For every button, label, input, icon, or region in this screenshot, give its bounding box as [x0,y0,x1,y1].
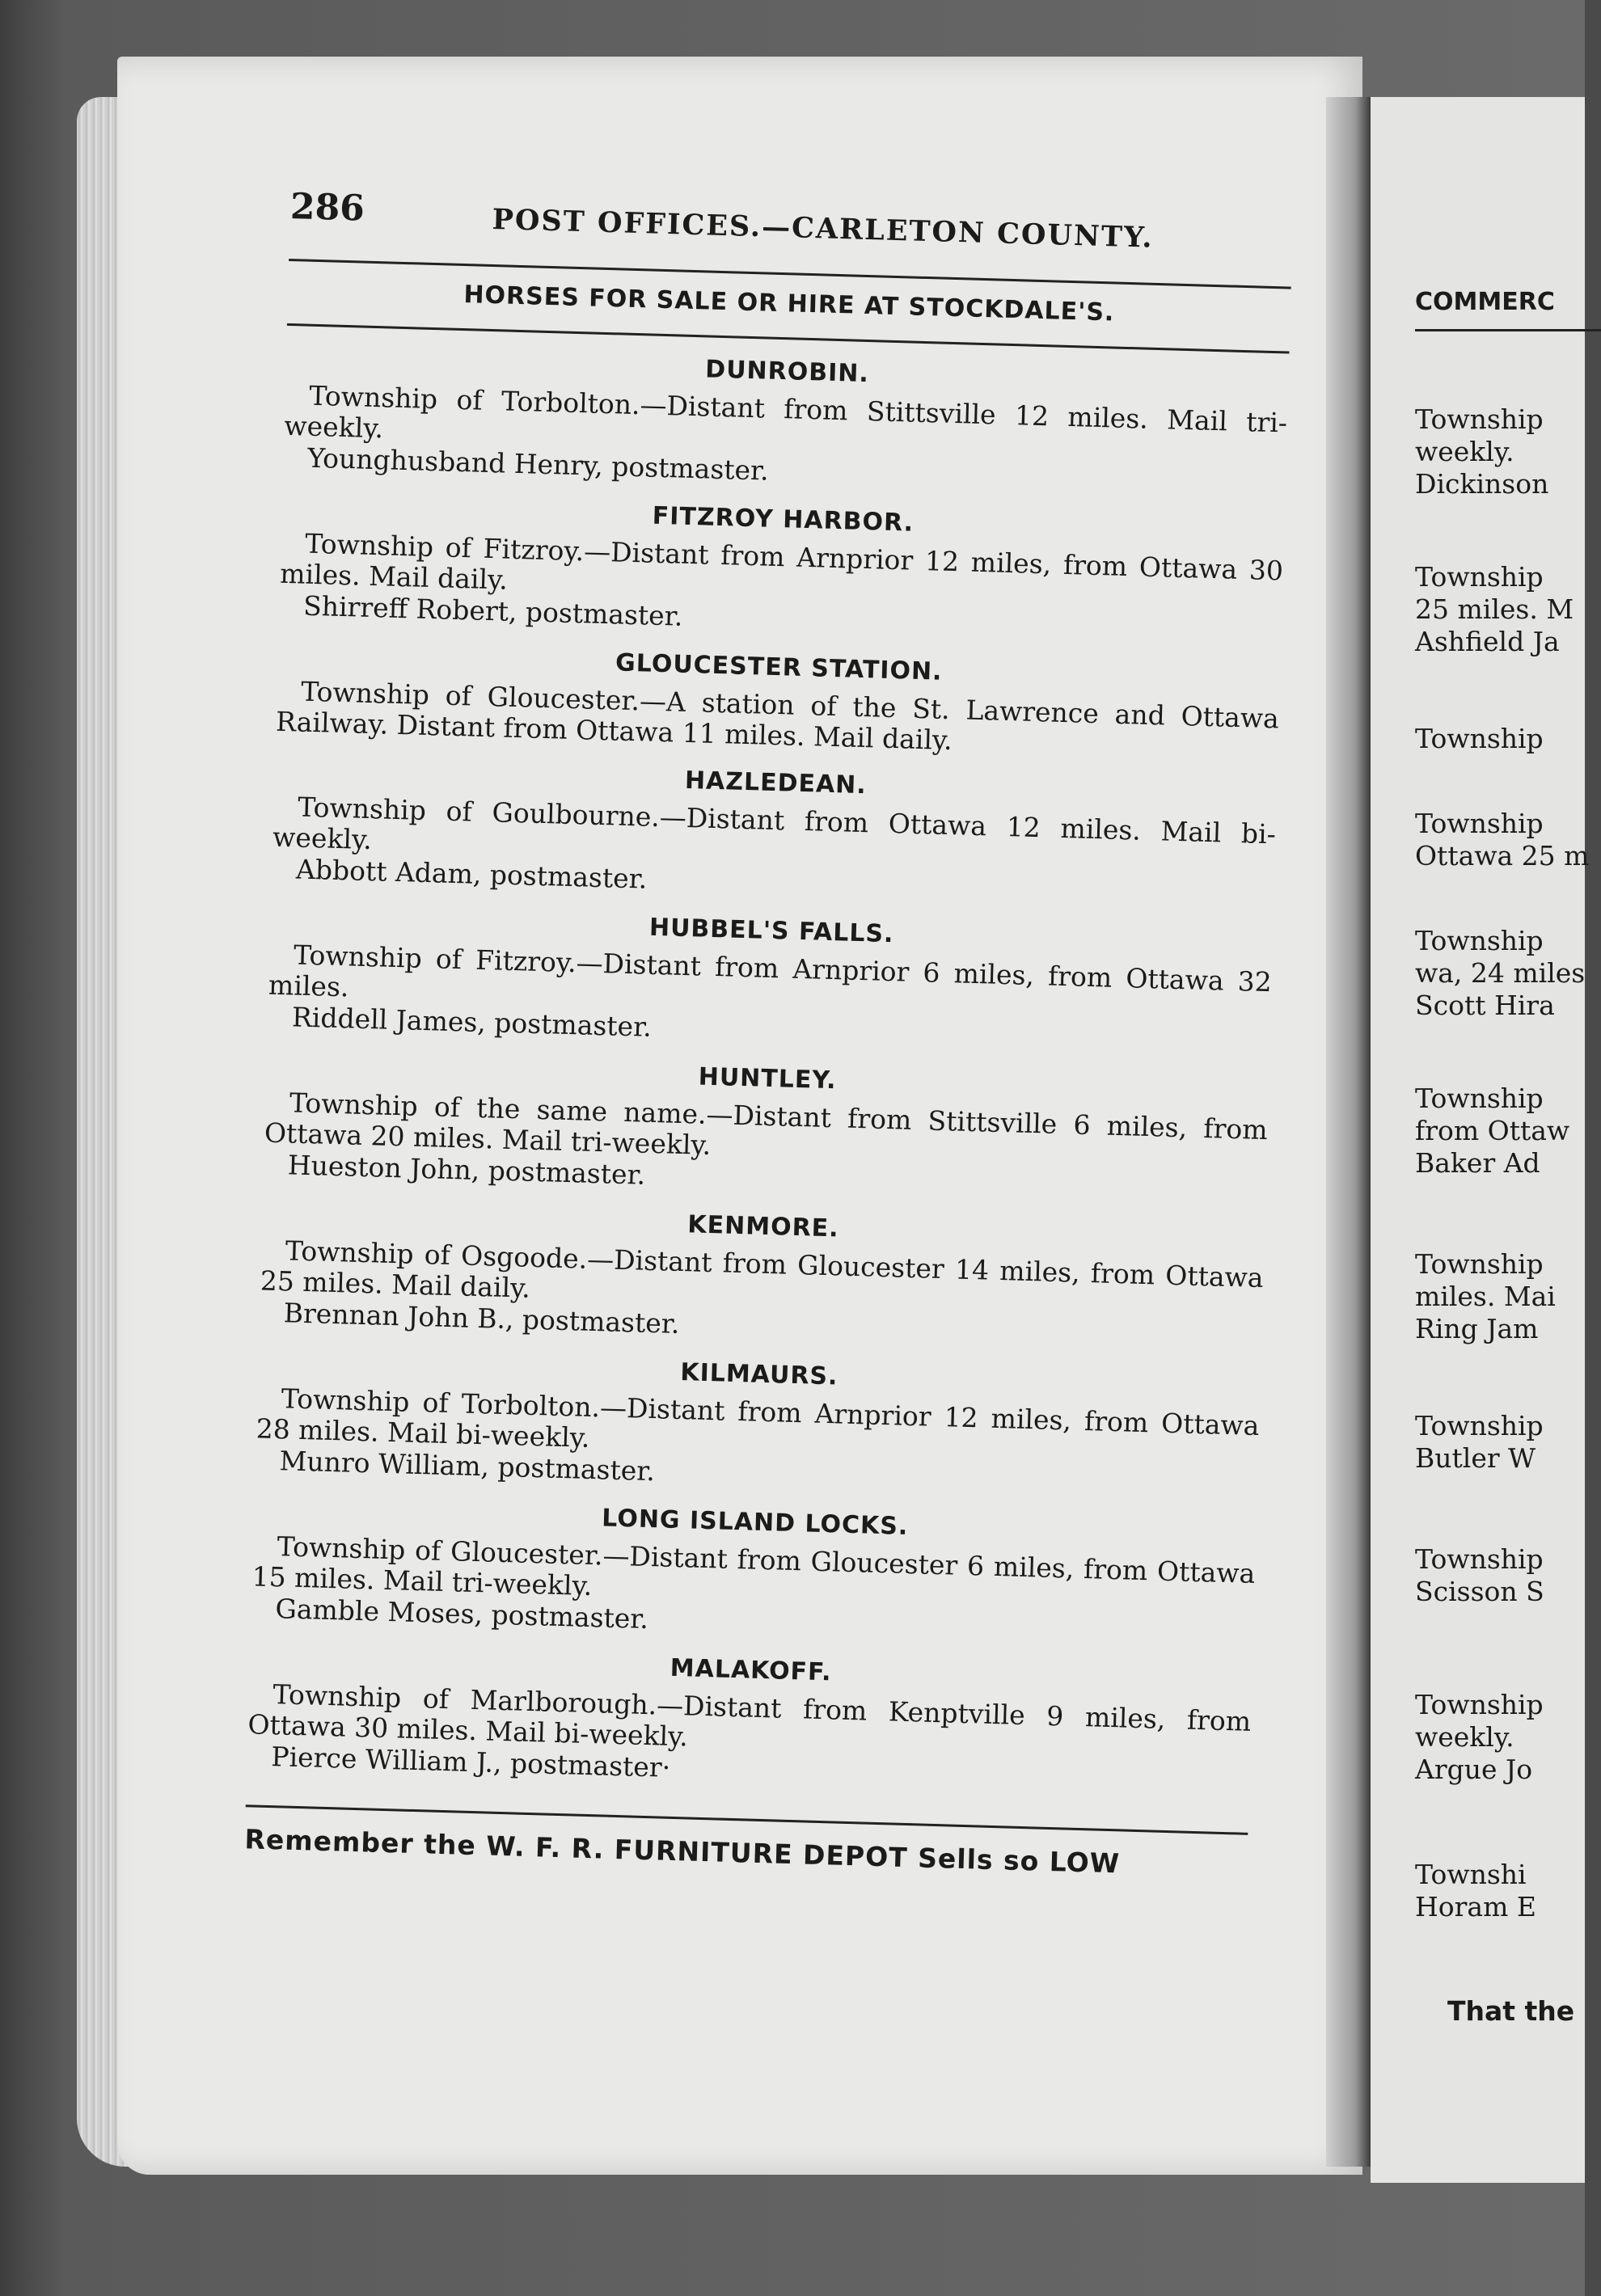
right-page-text-fragment: Township [1415,1410,1544,1441]
post-office-entry [263,1051,1269,1209]
right-page-text-fragment: Ring Jam [1415,1313,1539,1344]
right-page-text-fragment: Scott Hira [1415,990,1555,1021]
right-page-text-fragment: Township [1415,1248,1544,1280]
right-page-text-fragment: Townshi [1415,1859,1527,1890]
entry-postmaster: Younghusband Henry, postmaster. [306,441,770,487]
entry-description: Township of Fitzroy.—Distant from Arnprior 6 miles, from Ottawa 32 miles. [268,939,1273,1003]
right-page-text-fragment: weekly. [1415,436,1514,467]
right-page-text-fragment: Township [1415,403,1544,435]
running-head: POST OFFICES.—CARLETON COUNTY. [492,202,1155,255]
right-page-text-fragment: Township [1415,723,1544,754]
post-office-entry [247,1642,1252,1800]
post-office-entry [276,639,1281,766]
entry-title: DUNROBIN. [704,355,870,389]
entry-title: KENMORE. [686,1210,840,1243]
right-page-content [1415,287,1601,1922]
post-office-entry [279,492,1285,650]
right-page-text-fragment: Township [1415,1543,1544,1575]
right-page-text-fragment: Township [1415,561,1544,593]
entry-postmaster: Brennan John B., postmaster. [283,1297,680,1340]
left-page-content [244,178,1293,1883]
right-page-text-fragment: Township [1415,1689,1544,1720]
right-page-text-fragment: Scisson S [1415,1576,1544,1607]
right-page-text-fragment: Butler W [1415,1442,1536,1474]
entry-postmaster: Riddell James, postmaster. [291,1001,653,1043]
post-office-entry [267,903,1273,1061]
right-page-text-fragment: Baker Ad [1415,1147,1540,1179]
top-advertisement: HORSES FOR SALE OR HIRE AT STOCKDALE'S. [463,281,1115,327]
entry-title: HAZLEDEAN. [684,766,868,800]
entry-description: Township of the same name.—Distant from Stittsville 6 miles, from Ottawa 20 miles. Mail tri-weekly. [264,1087,1269,1161]
right-page-text-fragment: Ottawa 25 m [1415,840,1590,872]
right-page-header: COMMERC [1415,287,1601,331]
right-page-footer: That the [1447,1995,1575,2027]
entry-title: FITZROY HARBOR. [652,501,915,538]
entry-description: Township of Gloucester.—Distant from Gloucester 6 miles, from Ottawa 15 miles. Mail tri-weekly. [251,1530,1256,1602]
entry-title: KILMAURS. [679,1358,839,1391]
entry-postmaster: Munro William, postmaster. [279,1445,656,1488]
right-page-text-fragment: Township [1415,1083,1544,1114]
entry-description: Township of Marlborough.—Distant from Kenptville 9 miles, from Ottawa 30 miles. Mail bi-weekly. [247,1678,1252,1753]
post-office-list [247,344,1289,1800]
post-office-entry [259,1199,1265,1357]
post-office-entry [251,1494,1257,1652]
entry-title: HUNTLEY. [698,1062,837,1095]
entry-description: Township of Gloucester.—A station of the St. Lawrence and Ottawa Railway. Distant from Ottawa 11 miles. Mail daily. [275,675,1280,757]
entry-title: GLOUCESTER STATION. [615,648,943,686]
right-page-text-fragment: wa, 24 miles [1415,957,1586,989]
right-page-text-fragment: Horam E [1415,1891,1536,1922]
right-page-text-fragment: Township [1415,808,1544,839]
entry-postmaster: Gamble Moses, postmaster. [275,1593,649,1635]
right-page-text-fragment: miles. Mai [1415,1281,1556,1312]
right-page-text-fragment: 25 miles. M [1415,593,1574,625]
right-page-text-fragment: from Ottaw [1415,1115,1570,1146]
right-page-text-fragment: Ashfield Ja [1415,626,1560,657]
footer-advertisement: Remember the W. F. R. FURNITURE DEPOT Sells so LOW [244,1823,1121,1880]
post-office-entry [283,344,1289,502]
entry-description: Township of Fitzroy.—Distant from Arnprior 12 miles, from Ottawa 30 miles. Mail daily. [279,527,1284,596]
entry-postmaster: Hueston John, postmaster. [287,1149,646,1191]
right-page-text-fragment: Argue Jo [1415,1754,1533,1785]
entry-description: Township of Osgoode.—Distant from Gloucester 14 miles, from Ottawa 25 miles. Mail daily. [260,1235,1265,1304]
entry-description: Township of Torbolton.—Distant from Arnprior 12 miles, from Ottawa 28 miles. Mail bi-weekly. [256,1382,1260,1454]
entry-postmaster: Pierce William J., postmaster· [270,1741,671,1783]
entry-description: Township of Torbolton.—Distant from Stittsville 12 miles. Mail tri-weekly. [283,379,1288,445]
entry-postmaster: Abbott Adam, postmaster. [295,853,648,895]
entry-title: MALAKOFF. [670,1653,833,1687]
entry-postmaster: Shirreff Robert, postmaster. [302,589,683,632]
entry-title: HUBBEL'S FALLS. [648,913,894,949]
entry-title: LONG ISLAND LOCKS. [601,1504,909,1541]
right-page-text-fragment: weekly. [1415,1721,1514,1753]
post-office-entry [255,1346,1261,1505]
right-page-text-fragment: Dickinson [1415,468,1549,500]
right-page-text-fragment: Township [1415,925,1544,956]
book-gutter [1326,97,1375,2167]
entry-description: Township of Goulbourne.—Distant from Ottawa 12 miles. Mail bi-weekly. [272,791,1277,856]
post-office-entry [272,755,1278,914]
page-number: 286 [289,185,365,230]
